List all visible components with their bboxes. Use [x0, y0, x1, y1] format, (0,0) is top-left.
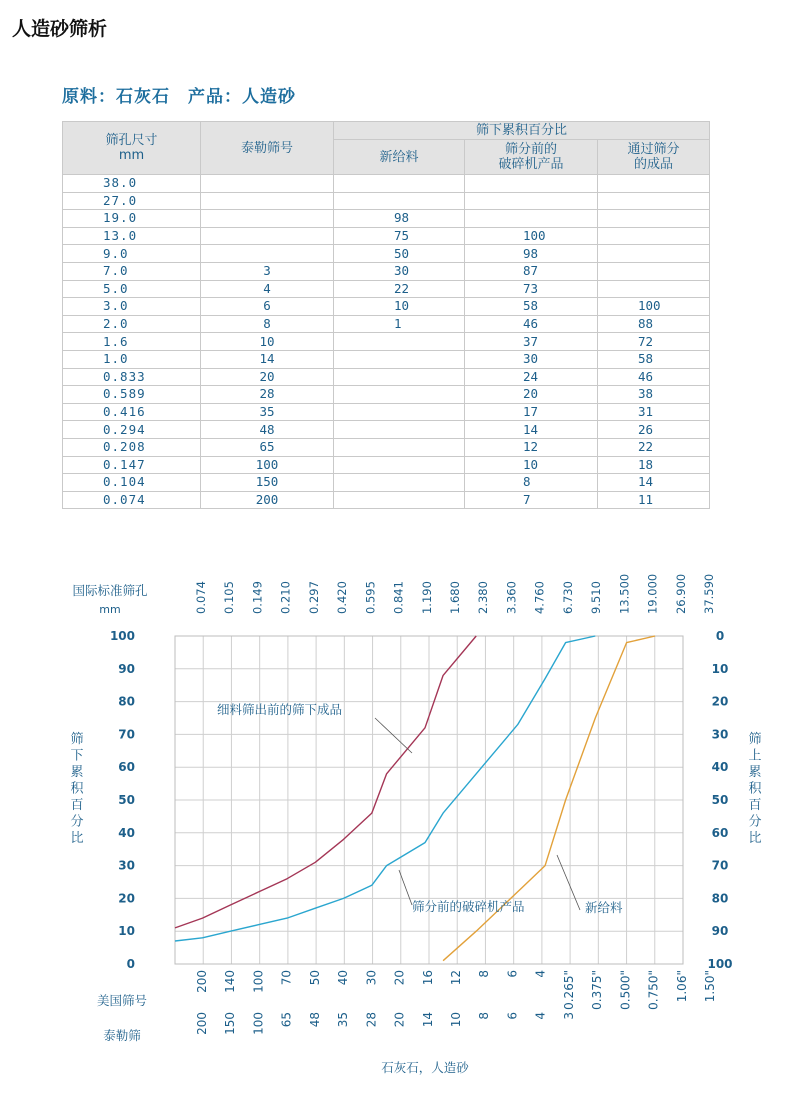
table-cell: 100: [201, 456, 334, 474]
table-cell: 3.0: [63, 298, 201, 316]
top-tick-label: 0.149: [250, 581, 265, 614]
us-sieve-label: 0.265": [561, 970, 576, 1010]
table-cell: 13.0: [63, 227, 201, 245]
us-sieve-label: 1.06": [674, 970, 689, 1003]
table-cell: [598, 245, 710, 263]
us-sieve-label: 16: [420, 970, 435, 986]
tyler-sieve-label: 6: [505, 1012, 520, 1020]
tyler-sieve-label: 14: [420, 1012, 435, 1028]
table-cell: 14: [201, 350, 334, 368]
table-cell: 22: [334, 280, 465, 298]
sieve-table-body: [63, 175, 710, 509]
table-cell: 14: [465, 421, 598, 439]
top-tick-label: 0.595: [363, 581, 378, 614]
table-cell: [465, 210, 598, 228]
table-cell: 200: [201, 491, 334, 509]
table-row: [63, 245, 710, 263]
top-tick-label: 0.841: [391, 581, 406, 614]
table-cell: 24: [465, 368, 598, 386]
table-cell: 28: [201, 386, 334, 404]
sieve-chart: [0, 560, 800, 1101]
header-tyler: 泰勒筛号: [201, 122, 334, 175]
table-cell: 1.6: [63, 333, 201, 351]
table-cell: 48: [201, 421, 334, 439]
right-axis-label: 筛上累积百分比: [748, 732, 762, 846]
left-tick-label: 20: [118, 891, 135, 906]
table-cell: 1: [334, 315, 465, 333]
table-cell: 0.294: [63, 421, 201, 439]
left-tick-label: 30: [118, 858, 135, 873]
right-tick-label: 40: [711, 760, 729, 775]
table-cell: [334, 491, 465, 509]
table-cell: [598, 280, 710, 298]
annotation-leader: [557, 855, 580, 910]
table-cell: 30: [465, 350, 598, 368]
right-tick-label: 50: [711, 793, 729, 807]
right-tick-label: 10: [711, 661, 729, 676]
us-sieve-label: 1.50": [703, 970, 717, 1003]
table-cell: 10: [334, 298, 465, 316]
table-cell: 26: [598, 421, 710, 439]
tyler-sieve-label: 150: [223, 1012, 238, 1035]
table-cell: 98: [465, 245, 598, 263]
table-cell: 10: [201, 333, 334, 351]
tyler-sieve-label: 28: [364, 1012, 379, 1028]
table-cell: [334, 474, 465, 492]
header-final-line1: 通过筛分: [627, 142, 680, 157]
table-cell: [334, 421, 465, 439]
header-crusher-line1: 筛分前的: [504, 142, 557, 157]
top-tick-label: 6.730: [560, 581, 575, 614]
table-cell: [201, 192, 334, 210]
table-cell: [334, 368, 465, 386]
top-tick-label: 0.420: [335, 581, 350, 614]
table-cell: [598, 262, 710, 280]
table-cell: 100: [598, 298, 710, 316]
us-sieve-label: 30: [364, 970, 379, 986]
table-row: [63, 386, 710, 404]
table-cell: 20: [201, 368, 334, 386]
table-cell: 87: [465, 262, 598, 280]
table-row: [63, 333, 710, 351]
tyler-sieve-label: 35: [336, 1012, 351, 1028]
table-cell: [334, 386, 465, 404]
table-cell: 38.0: [63, 175, 201, 193]
right-tick-label: 80: [711, 891, 729, 906]
us-sieve-label: 4: [533, 970, 548, 978]
table-cell: 75: [334, 227, 465, 245]
top-tick-label: 19.000: [645, 573, 660, 614]
top-tick-label: 13.500: [617, 573, 632, 614]
table-row: [63, 298, 710, 316]
us-sieve-label: 6: [505, 970, 520, 978]
us-sieve-label: 70: [279, 970, 294, 986]
us-sieve-label: 200: [195, 970, 209, 993]
tyler-axis-label: 泰勒筛: [103, 1028, 141, 1043]
table-cell: [598, 210, 710, 228]
annotation-label: 筛分前的破碎机产品: [412, 899, 525, 914]
top-tick-label: 37.590: [702, 573, 716, 614]
annotation-label: 新给料: [585, 900, 623, 915]
table-row: [63, 280, 710, 298]
right-tick-label: 60: [711, 825, 729, 840]
left-tick-label: 100: [109, 629, 135, 643]
table-row: [63, 491, 710, 509]
tyler-sieve-label: 3: [561, 1012, 576, 1020]
table-cell: 3: [201, 262, 334, 280]
table-cell: [465, 175, 598, 193]
table-cell: 9.0: [63, 245, 201, 263]
right-tick-label: 90: [711, 924, 729, 939]
table-cell: 12: [465, 438, 598, 456]
table-cell: 37: [465, 333, 598, 351]
table-cell: [201, 175, 334, 193]
left-tick-label: 60: [118, 760, 135, 775]
table-cell: 98: [334, 210, 465, 228]
table-cell: 0.104: [63, 474, 201, 492]
top-tick-label: 9.510: [589, 581, 604, 614]
header-new-feed: 新给料: [334, 140, 465, 175]
table-cell: 73: [465, 280, 598, 298]
us-sieve-label: 140: [223, 970, 238, 993]
us-sieve-label: 0.750": [646, 970, 661, 1010]
top-tick-label: 1.190: [419, 581, 434, 614]
table-cell: [598, 175, 710, 193]
header-crusher-product: [465, 140, 598, 175]
table-cell: 5.0: [63, 280, 201, 298]
us-sieve-label: 50: [307, 970, 322, 986]
left-tick-label: 50: [118, 793, 135, 807]
tyler-sieve-label: 20: [392, 1012, 407, 1028]
table-cell: 10: [465, 456, 598, 474]
table-row: [63, 350, 710, 368]
table-cell: 7.0: [63, 262, 201, 280]
table-cell: 31: [598, 403, 710, 421]
left-tick-label: 10: [118, 924, 135, 939]
top-tick-label: 4.760: [532, 581, 547, 614]
table-cell: 0.589: [63, 386, 201, 404]
us-sieve-label: 0.500": [618, 970, 633, 1010]
table-row: [63, 456, 710, 474]
table-cell: 35: [201, 403, 334, 421]
table-row: [63, 438, 710, 456]
table-cell: 18: [598, 456, 710, 474]
table-cell: 88: [598, 315, 710, 333]
table-cell: 0.074: [63, 491, 201, 509]
sieve-table: [62, 121, 710, 509]
table-cell: [334, 350, 465, 368]
table-cell: 65: [201, 438, 334, 456]
table-row: [63, 474, 710, 492]
table-cell: [334, 403, 465, 421]
top-tick-label: 0.074: [194, 581, 208, 614]
top-tick-label: 2.380: [476, 581, 491, 614]
table-cell: 0.147: [63, 456, 201, 474]
top-tick-label: 0.105: [222, 581, 237, 614]
table-row: [63, 403, 710, 421]
table-cell: [201, 227, 334, 245]
table-cell: 38: [598, 386, 710, 404]
header-aperture: [63, 122, 201, 175]
us-sieve-label: 40: [336, 970, 351, 986]
table-cell: 2.0: [63, 315, 201, 333]
table-cell: 0.416: [63, 403, 201, 421]
table-row: [63, 210, 710, 228]
table-cell: 1.0: [63, 350, 201, 368]
us-sieve-label: 100: [251, 970, 266, 993]
table-cell: 27.0: [63, 192, 201, 210]
top-tick-label: 1.680: [448, 581, 462, 614]
table-row: [63, 368, 710, 386]
table-cell: 46: [465, 315, 598, 333]
left-tick-label: 80: [118, 694, 135, 709]
us-sieve-label: 8: [477, 970, 492, 978]
table-cell: [334, 192, 465, 210]
us-sieve-label: 0.375": [590, 970, 605, 1010]
us-sieve-axis-label: 美国筛号: [96, 993, 148, 1008]
right-tick-label: 70: [711, 858, 729, 873]
left-tick-label: 0: [126, 957, 135, 971]
header-group: 筛下累积百分比: [334, 122, 710, 140]
table-cell: 72: [598, 333, 710, 351]
table-row: [63, 315, 710, 333]
table-cell: 0.833: [63, 368, 201, 386]
left-tick-label: 40: [118, 825, 135, 840]
tyler-sieve-label: 48: [307, 1012, 322, 1028]
annotation-label: 细料筛出前的筛下成品: [217, 702, 343, 717]
annotation-leader: [375, 718, 412, 753]
top-axis-unit: mm: [99, 603, 121, 616]
right-tick-label: 0: [715, 629, 725, 643]
header-final-line2: 的成品: [633, 157, 673, 172]
table-cell: 8: [465, 474, 598, 492]
table-row: [63, 192, 710, 210]
us-sieve-label: 12: [449, 970, 463, 986]
right-tick-label: 30: [711, 727, 729, 742]
left-tick-label: 90: [118, 661, 135, 676]
tyler-sieve-label: 10: [449, 1012, 463, 1028]
table-cell: [598, 192, 710, 210]
top-axis-label: 国际标准筛孔: [72, 583, 148, 598]
table-cell: [465, 192, 598, 210]
table-cell: [334, 438, 465, 456]
table-cell: [598, 227, 710, 245]
table-cell: 4: [201, 280, 334, 298]
table-row: [63, 421, 710, 439]
tyler-sieve-label: 8: [477, 1012, 492, 1020]
subtitle: 原料：石灰石 产品：人造砂: [62, 87, 296, 107]
right-tick-label: 20: [711, 694, 729, 709]
table-cell: 14: [598, 474, 710, 492]
table-cell: 100: [465, 227, 598, 245]
right-tick-label: 100: [707, 957, 733, 971]
table-cell: 7: [465, 491, 598, 509]
us-sieve-label: 20: [392, 970, 407, 986]
left-tick-label: 70: [118, 727, 135, 742]
table-cell: 20: [465, 386, 598, 404]
bottom-caption: 石灰石，人造砂: [381, 1060, 469, 1075]
tyler-sieve-label: 100: [251, 1012, 266, 1035]
header-aperture-label: 筛孔尺寸: [105, 133, 158, 148]
header-final-product: [598, 140, 710, 175]
table-cell: 19.0: [63, 210, 201, 228]
table-cell: [334, 333, 465, 351]
table-cell: [201, 210, 334, 228]
table-row: [63, 227, 710, 245]
table-cell: [334, 456, 465, 474]
series-line-2: [175, 636, 595, 941]
table-cell: 11: [598, 491, 710, 509]
table-cell: 46: [598, 368, 710, 386]
page-title: 人造砂筛析: [12, 18, 108, 40]
table-cell: 22: [598, 438, 710, 456]
table-row: [63, 175, 710, 193]
left-axis-label: 筛下累积百分比: [70, 732, 84, 846]
table-cell: 8: [201, 315, 334, 333]
top-tick-label: 0.210: [278, 581, 293, 614]
table-cell: 6: [201, 298, 334, 316]
table-cell: 17: [465, 403, 598, 421]
top-tick-label: 26.900: [673, 573, 688, 614]
table-cell: 150: [201, 474, 334, 492]
table-row: [63, 262, 710, 280]
tyler-sieve-label: 65: [279, 1012, 294, 1028]
table-cell: 0.208: [63, 438, 201, 456]
header-aperture-unit: mm: [118, 148, 145, 163]
table-cell: 30: [334, 262, 465, 280]
table-cell: 58: [465, 298, 598, 316]
top-tick-label: 3.360: [504, 581, 519, 614]
table-cell: [201, 245, 334, 263]
table-cell: 58: [598, 350, 710, 368]
tyler-sieve-label: 4: [533, 1012, 548, 1020]
table-cell: [334, 175, 465, 193]
series-line-1: [175, 636, 476, 928]
table-cell: 50: [334, 245, 465, 263]
tyler-sieve-label: 200: [195, 1012, 209, 1035]
header-crusher-line2: 破碎机产品: [498, 157, 564, 172]
top-tick-label: 0.297: [306, 581, 321, 614]
